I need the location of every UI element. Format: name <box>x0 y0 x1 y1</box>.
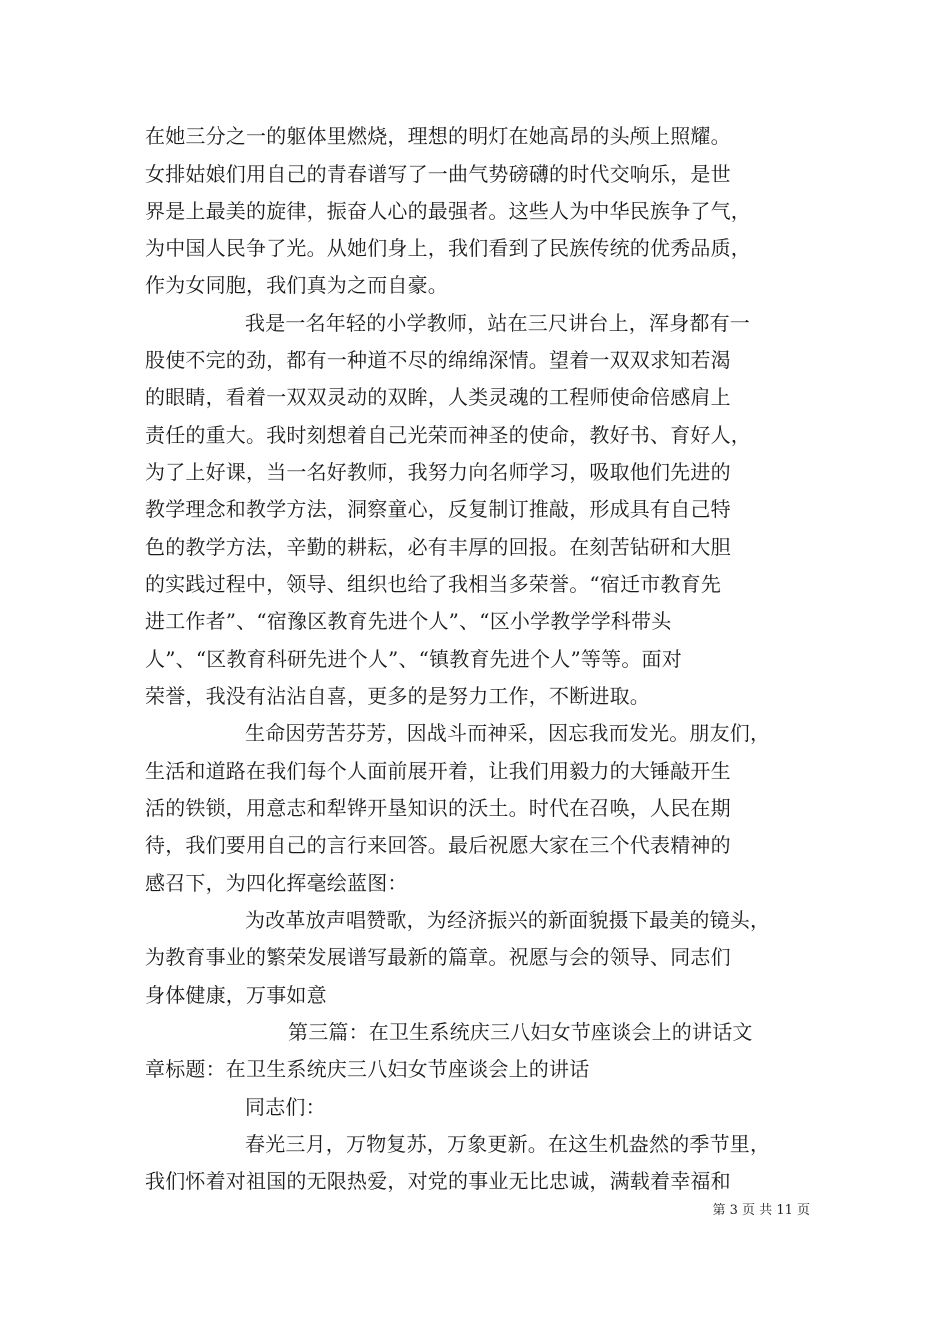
text-line: 的实践过程中，领导、组织也给了我相当多荣誉。“宿迁市教育先 <box>145 572 722 596</box>
section-title: 第三篇：在卫生系统庆三八妇女节座谈会上的讲话文 <box>288 1020 753 1044</box>
text-line: 待，我们要用自己的言行来回答。最后祝愿大家在三个代表精神的 <box>145 833 731 857</box>
text-line: 人”、“区教育科研先进个人”、“镇教育先进个人”等等。面对 <box>145 647 682 671</box>
paragraph-start: 生命因劳苦芬芳，因战斗而神采，因忘我而发光。朋友们， <box>245 721 771 745</box>
text-line: 生活和道路在我们每个人面前展开着，让我们用毅力的大锤敲开生 <box>145 759 731 783</box>
paragraph-start: 为改革放声唱赞歌，为经济振兴的新面貌摄下最美的镜头， <box>245 908 771 932</box>
paragraph-start: 春光三月，万物复苏，万象更新。在这生机盎然的季节里， <box>245 1132 771 1156</box>
page-number: 第 3 页 共 11 页 <box>712 1203 810 1218</box>
text-line: 的眼睛，看着一双双灵动的双眸，人类灵魂的工程师使命倍感肩上 <box>145 385 731 409</box>
text-line: 活的铁锁，用意志和犁铧开垦知识的沃土。时代在召唤，人民在期 <box>145 796 731 820</box>
text-line: 女排姑娘们用自己的青春谱写了一曲气势磅礴的时代交响乐，是世 <box>145 162 731 186</box>
text-line: 界是上最美的旋律，振奋人心的最强者。这些人为中华民族争了气， <box>145 199 751 223</box>
text-line: 为教育事业的繁荣发展谱写最新的篇章。祝愿与会的领导、同志们 <box>145 945 731 969</box>
text-line: 荣誉，我没有沾沾自喜，更多的是努力工作，不断进取。 <box>145 684 650 708</box>
text-line: 在她三分之一的躯体里燃烧，理想的明灯在她高昂的头颅上照耀。 <box>145 124 731 148</box>
text-line: 为了上好课，当一名好教师，我努力向名师学习，吸取他们先进的 <box>145 460 731 484</box>
text-line: 感召下，为四化挥毫绘蓝图： <box>145 871 408 895</box>
paragraph-start: 我是一名年轻的小学教师，站在三尺讲台上，浑身都有一 <box>245 311 750 335</box>
text-line: 色的教学方法，辛勤的耕耘，必有丰厚的回报。在刻苦钻研和大胆 <box>145 535 731 559</box>
text-line: 进工作者”、“宿豫区教育先进个人”、“区小学教学学科带头 <box>145 609 672 633</box>
article-title-line: 章标题：在卫生系统庆三八妇女节座谈会上的讲话 <box>145 1057 590 1081</box>
text-line: 责任的重大。我时刻想着自己光荣而神圣的使命，教好书、育好人， <box>145 423 751 447</box>
text-line: 我们怀着对祖国的无限热爱，对党的事业无比忠诚，满载着幸福和 <box>145 1169 731 1193</box>
text-line: 作为女同胞，我们真为之而自豪。 <box>145 273 448 297</box>
text-line: 身体健康，万事如意 <box>145 983 327 1007</box>
salutation: 同志们： <box>245 1095 326 1119</box>
text-line: 为中国人民争了光。从她们身上，我们看到了民族传统的优秀品质， <box>145 236 751 260</box>
text-line: 教学理念和教学方法，洞察童心，反复制订推敲，形成具有自己特 <box>145 497 731 521</box>
text-line: 股使不完的劲，都有一种道不尽的绵绵深情。望着一双双求知若渴 <box>145 348 731 372</box>
